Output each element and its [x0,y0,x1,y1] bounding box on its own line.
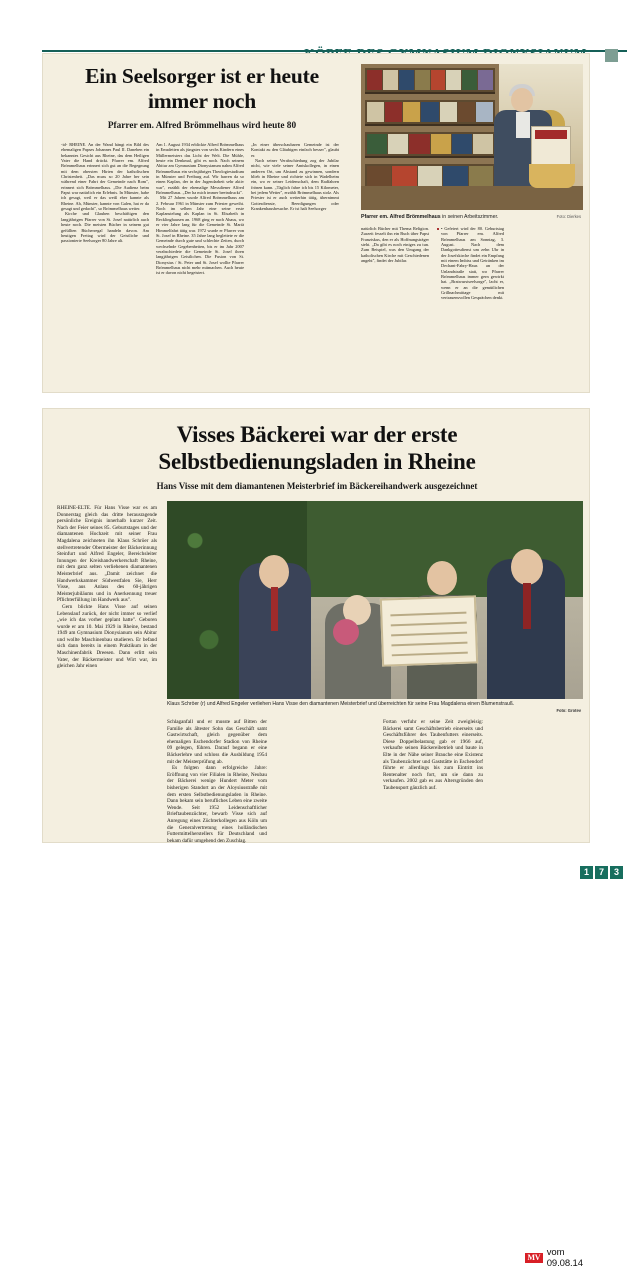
article-1-column-1 [61,142,149,392]
paragraph: Kirche und Glauben beschäftigen den langjährigen Pfarrer von St. Josef natürlich auch heute noch. Die meisten Bücher in seinem gut gefüllten Bücherregal handeln davon. Am heutigen Freitag wird der Geistliche und passionierte Seelsorger 80 Jahre alt. [61,211,149,244]
article-1-photo [361,64,583,210]
header-square-icon [605,49,618,62]
article-2-subhead: Hans Visse mit dem diamantenen Meisterbrief im Bäckereihandwerk ausgezeichnet [156,481,478,491]
article-1-photo-credit: Foto: Dierkes [556,214,581,219]
paragraph: Am 1. August 1934 erblickte Alfred Brömmelhaus in Emsdetten als jüngstes von sechs Kindern eines Müllermeisters das Licht der Welt. Die Mühle, heute ein Denkmal, gibt es noch. Nach seinem Abitur am Gymnasium Dionysianum nahm Alfred Brömmelhaus ein sechsjähriges Theologiestudium in Münster und Freiburg auf. Wir harren da so einen Kaplan, der in der Jugendarbeit sehr aktiv war", erzählt der ehemalige Messdiener Alfred Brömmelhaus. „Der ha mich immer beeindruckt". [156,142,244,196]
certificate-decor [380,595,478,666]
article-1-column-4 [361,226,429,392]
article-2-date-stamp [525,1247,589,1269]
article-2-photo-credit: Foto: Grotev [556,708,581,713]
article-2-column-2 [167,719,267,844]
article-1-headline: Ein Seelsorger ist er heute immer noch [85,64,319,113]
page-digit: 7 [595,866,608,879]
paragraph: „In einer überschaubaren Gemeinde ist der Kontakt zu den Gläubigen einfach besser", glaubt er. [251,142,339,158]
paragraph: Es folgten dann erfolgreiche Jahre: Eröffnung von vier Filialen in Rheine, Neubau der Bäckerei wenige Hundert Meter vom bisherigen Standort an der Aloysiusstraße mit dem ersten Selbstbedienungsladen in Rheine. Dann bekam sein berufliches Leben eine zweite Wende. Seit 1952 Leidenschaftlicher Brieftaubenzüchter, bewarb Visse sich auf Anregung eines Züchterkollegen aus Köln um die Generalvertretung eines holländischen Futtermittelherstellers für Deutschland und bekam dafür umgehend den Zuschlag. [167,765,267,844]
paragraph: Gern blickte Hans Visse auf seinen Lebenslauf zurück, der nicht immer so verlief „wie ich das vorher geplant hatte". Geboren wurde er am 10. Mai 1929 in Rheine, bestand 1949 am Gymnasium Dionysianum sein Abitur und wollte Maschinenbau studieren. Er befand sich dann bereits in einem Praktikum in der Maschinenfabrik Dreesen. Dann erlitt sein Vater, der Bäckermeister und Wirt war, im gleichen Jahr einen [57,603,157,670]
article-2-column-3 [383,719,483,805]
page-number [580,866,623,879]
flower-bouquet-decor [333,619,359,645]
page-digit: 3 [610,866,623,879]
article-1-photo-caption [361,214,583,221]
paragraph: Fortan verfuhr er seine Zeit zweigleisig: Bäckerei samt Geschäftsbetrieb einerseits und Geschäftsführer des Taubenfutters einerseits. Diese Doppelbelastung gab er 1966 auf, verkaufte seinen Bäckereibetrieb und baute in Elte in der Nähe seiner Brauche eine Existenz als Taubenzüchter und Gaststätte in Eschendorf führte er allerdings bis zum Eintritt ins Rentenalter noch fort, um sie dann zu verkaufen. 2002 gab es aus Altersgründen den Taubensport gänzlich auf. [383,719,483,791]
paragraph: RHEINE-ELTE. Für Hans Visse war es am Donnerstag gleich das dritte herausragende persönliche Ereignis innerhalb kurzer Zeit. Nach der Feier seines 85. Geburtstages und der diamantenen Hochzeit mit seiner Frau Magdalena zeichneten ihn Klaus Schröer als stellvertretender Obermeister der Bäckerinnung Steinfurt und Alfred Engeler, Bereichsleiter Innungen der Kreishandwerkerschaft Rheine, mit dem ganz selten verliehenen diamantenen Meisterbrief aus. „Damit zeichnet die Handwerkskammer Südwestfalen Sie, Herr Visse, aus Anlass des 60-jährigen Meisterjubiläums und in Anerkennung treuer Pflichterfüllung im Handwerk aus". [57,505,157,604]
page-digit: 1 [580,866,593,879]
section-header [0,22,635,52]
paragraph: Schlaganfall und er musste auf Bitten der Familie als ältester Sohn das Geschäft samt Gastwirtschaft, gleich gegenüber dem ehemaligen Eschendorfer Stadion von Rheine 09 gelegen, führen. Darauf begann er eine Bäckerlehre und schloss die Ausbildung 1954 mit der Meisterprüfung ab. [167,719,267,765]
basket-decor [529,164,575,188]
article-block-2 [42,408,590,1269]
paragraph: Nach seiner Verabschiedung zog der Jubilar nicht, wie viele seiner Amtskollegen, in einen anderen Ort, um Abstand zu gewinnen, sondern blieb in Rheine und richtete sich in Wadelheim ein, wo er seiner Leidenschaft, dem Radfahren frönen kann. „Täglich fahre ich bis 15 Kilometer, bei jedem Wetter", erzählt Brömmelhaus stolz. Als Priester ist er auch weiterhin tätig, übernimmt Gottesdienste, Beerdigungen oder Krankenhausbesuche. Er ist halt Seelsorger [251,158,339,212]
article-1-column-5 [436,226,504,392]
article-2-column-1 [57,505,157,805]
paragraph: Mit 27 Jahren wurde Alfred Brömmelhaus am 2. Februar 1961 in Münster zum Priester geweiht. Noch im selben Jahr eine seine erste Kaplanstelung als Kaplan in St. Elisabeth in Recklinghausen an. 1968 ging er nach Ahaus, wo er vier Jahre lang für die Gemeinde St. Marià Himmelfahrt tätig war. 1972 wurde er Pfarrer von St. Josef in Rheine. 35 Jahre lang begleitete er die Gemeinde durch gute und schlechte Zeiten, durch wechselnde Gegebenheiten, bis er im Jahr 2007 verabschiedete die Gemeinde St. Josef ihren langjährigen Geistlichen. Die Fusion von St. Dionysius / St. Peter und St. Josef wollte Pfarrer Brömmelhaus nicht mehr mitmachen. Auch heute ist er davon nicht begeistert. [156,195,244,276]
paragraph: natürlich Bücher mit Thema Religion. Zurzeit fesselt ihn ein Buch über Papst Franziskus, den er als Hoffnungsträger sieht. „Da gibt es noch einiges zu tun. Zum Beispiel, was den Umgang der katholischen Kirche mit Geschiedenen angeht", findet der Jubilar. [361,226,429,264]
mv-date-text: vom 09.08.14 [546,1247,583,1269]
article-2-headline: Visses Bäckerei war der erste Selbstbedienungsladen in Rheine [158,422,476,474]
article-1-column-3 [251,142,339,392]
article-2-photo [167,501,583,699]
article-block-1 [42,53,590,393]
caption-rest: in seinen Arbeitszimmer. [440,214,499,220]
paragraph: -id- RHEINE. An der Wand hängt ein Bild des ehemaligen Papses Johannes Paul II. Daneben ein bekanntes Gesicht aus Rheine, das dem Heiligen Vater die Hand drückt. Pfarrer em. Alfred Brömmelhaus erinnert sich gut an die Begegnung mit dem obersten Hirten der katholischen Christenheit. „Das muss so 20 Jahre her sein während einer Fahrt der Gemeinde nach Rom", erinnert sich Brömmelhaus. „Die Audienz beim Papst war natürlich ein Erlebnis. In Münster, habe ich gesagt, weil er das weiß eher kannte als Rheine. Ah, Münster, kannte von Galen, hat er da gesagt und gedacht", so Brömmelhaus weiter. [61,142,149,212]
article-2-photo-caption: Klaus Schröer (r) und Alfred Engeler verliehen Hans Visse den diamantenen Meisterbrief und überreichten für seine Frau Magdalena einen Blumenstrauß. [167,701,515,707]
article-1-subhead: Pfarrer em. Alfred Brömmelhaus wird heute 80 [107,121,297,131]
article-1-column-2 [156,142,244,392]
caption-bold-lead: Pfarrer em. Alfred Brömmelhaus [361,214,441,220]
bullet-paragraph: • Gefeiert wird der 80. Geburtstag von Pfarrer em. Alfred Brömmelhaus am Sonntag, 3. August. Nach dem Dankgottesdienst um zehn Uhr in der Josefskirche findet ein Empfang mit einem Imbiss und Getränken im Dechant-Fabry-Haus an der Unlandstraße statt, wo Pfarrer Brömmelhaus immer gern gewirkt hat. „Bratwurstseelsorge", lacht er, wenn er an die gemütlichen Grillnachmittage mit vertrauensvollen Gesprächen denkt. [436,226,504,301]
mv-logo-icon: MV [525,1253,543,1264]
